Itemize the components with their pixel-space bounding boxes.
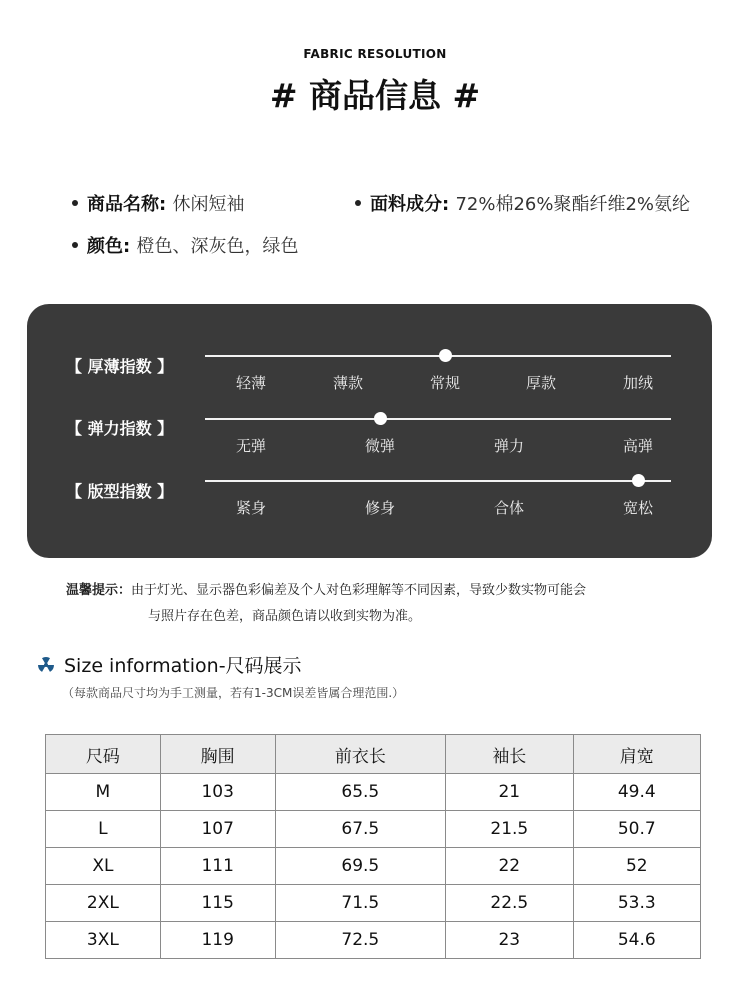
notice-prefix: 温馨提示：: [66, 583, 132, 598]
index-tick-label: 无弹: [235, 437, 266, 455]
table-cell: 50.7: [573, 811, 700, 848]
table-cell: 49.4: [573, 774, 700, 811]
info-name-value: 休闲短袖: [172, 194, 245, 215]
notice: [66, 578, 586, 630]
table-cell: 23: [446, 922, 573, 959]
column-header: 袖长: [446, 735, 573, 774]
info-fabric: [355, 190, 690, 216]
table-cell: 53.3: [573, 885, 700, 922]
table-cell: 21: [446, 774, 573, 811]
size-subheading: （每款商品尺寸均为手工测量，若有1-3CM误差皆属合理范围.）: [62, 686, 405, 700]
table-cell: M: [46, 774, 161, 811]
table-cell: 71.5: [275, 885, 446, 922]
notice-line1: 由于灯光、显示器色彩偏差及个人对色彩理解等不同因素，导致少数实物可能会: [131, 583, 587, 598]
notice-line2: 与照片存在色差，商品颜色请以收到实物为准。: [148, 609, 422, 624]
table-cell: 54.6: [573, 922, 700, 959]
table-cell: 22.5: [446, 885, 573, 922]
info-fabric-value: 72%棉26%聚酯纤维2%氨纶: [455, 194, 691, 215]
table-cell: 111: [160, 848, 275, 885]
table-row: [46, 774, 701, 811]
size-table: [45, 734, 701, 959]
table-cell: 107: [160, 811, 275, 848]
index-tick-label: 紧身: [235, 499, 266, 517]
table-cell: 72.5: [275, 922, 446, 959]
table-row: [46, 848, 701, 885]
size-heading-text: Size information-尺码展示: [64, 655, 302, 677]
table-row: [46, 811, 701, 848]
table-cell: XL: [46, 848, 161, 885]
column-header: 肩宽: [573, 735, 700, 774]
index-tick-label: 常规: [429, 374, 460, 392]
info-color-key: 颜色:: [87, 236, 137, 257]
index-tick-label: 合体: [493, 499, 524, 517]
info-name-key: 商品名称:: [87, 194, 173, 215]
index-tick-label: 轻薄: [235, 374, 266, 392]
index-label: 【 厚薄指数 】: [66, 357, 174, 376]
index-track: [205, 418, 671, 420]
index-track: [205, 355, 671, 357]
info-product-name: [72, 190, 244, 216]
table-cell: 3XL: [46, 922, 161, 959]
table-cell: 65.5: [275, 774, 446, 811]
table-row: [46, 922, 701, 959]
info-color: [72, 232, 298, 258]
index-tick-label: 薄款: [332, 374, 363, 392]
index-label: 【 弹力指数 】: [66, 419, 174, 438]
info-fabric-key: 面料成分:: [370, 194, 456, 215]
info-color-value: 橙色、深灰色，绿色: [136, 236, 299, 257]
table-cell: 2XL: [46, 885, 161, 922]
bullet-dot: [72, 242, 78, 248]
column-header: 胸围: [160, 735, 275, 774]
table-cell: 69.5: [275, 848, 446, 885]
table-cell: 52: [573, 848, 700, 885]
radiation-icon: [36, 655, 56, 675]
index-tick-label: 宽松: [622, 499, 653, 517]
table-cell: L: [46, 811, 161, 848]
index-tick-label: 厚款: [525, 374, 556, 392]
index-label: 【 版型指数 】: [66, 482, 174, 501]
bullet-dot: [355, 200, 361, 206]
table-cell: 22: [446, 848, 573, 885]
table-cell: 21.5: [446, 811, 573, 848]
index-marker: [632, 474, 645, 487]
index-tick-label: 高弹: [622, 437, 653, 455]
column-header: 尺码: [46, 735, 161, 774]
page-title: # 商品信息 #: [269, 76, 481, 115]
index-tick-label: 加绒: [622, 374, 653, 392]
table-cell: 119: [160, 922, 275, 959]
index-tick-label: 微弹: [364, 437, 395, 455]
table-cell: 67.5: [275, 811, 446, 848]
size-heading: [36, 651, 302, 678]
table-cell: 103: [160, 774, 275, 811]
index-marker: [439, 349, 452, 362]
bullet-dot: [72, 200, 78, 206]
table-cell: 115: [160, 885, 275, 922]
table-row: [46, 885, 701, 922]
eyebrow-title: FABRIC RESOLUTION: [303, 47, 447, 61]
index-marker: [374, 412, 387, 425]
column-header: 前衣长: [275, 735, 446, 774]
table-header-row: [46, 735, 701, 774]
index-tick-label: 弹力: [493, 437, 524, 455]
index-tick-label: 修身: [364, 499, 395, 517]
index-track: [205, 480, 671, 482]
